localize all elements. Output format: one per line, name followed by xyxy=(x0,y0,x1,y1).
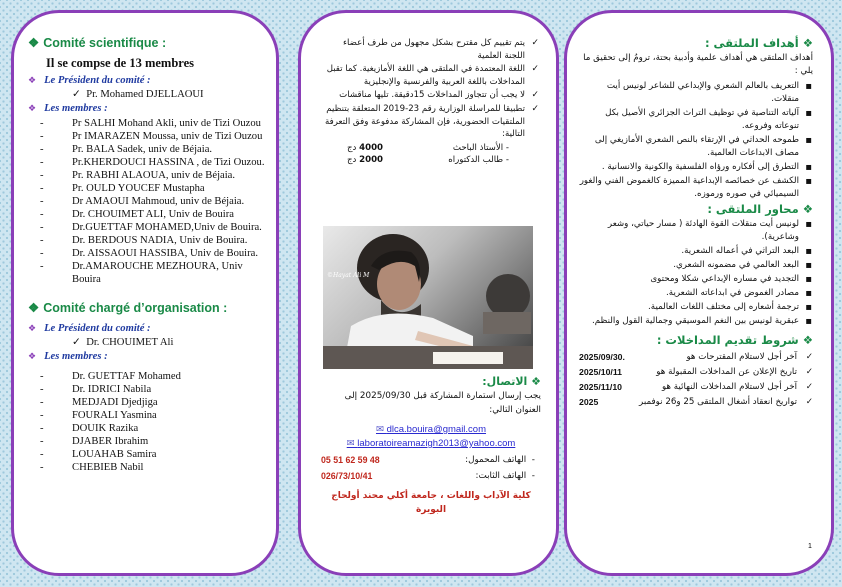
conditions-list xyxy=(579,351,813,409)
mobile-phone-row xyxy=(321,453,541,467)
list-item: ▪ طموحه الحداثي في الإرتقاء بالنص الشعري الأمازيغي إلى مصاف الابداعات العالمية. xyxy=(579,134,813,160)
list-item: ▪ مصادر الغموض في ابداعاته الشعرية. xyxy=(579,287,813,300)
poet-photo xyxy=(323,226,533,369)
fixed-label: - الهاتف الثابت: xyxy=(475,471,535,481)
list-item: ▪ البعد التراثي في أعماله الشعرية. xyxy=(579,245,813,258)
list-item: - Dr.AMAROUCHE MEZHOURA, Univ Bouira xyxy=(28,260,268,286)
clover-bullet-icon: ❖ xyxy=(28,36,40,50)
list-item: ▪ البعد العالمي في مضمونه الشعري. xyxy=(579,259,813,272)
fee-label: - الأستاذ الباحث xyxy=(452,142,509,153)
list-item: ✓ لا يجب أن تتجاوز المداخلات 15دقيقة. تليها مناقشات xyxy=(321,89,539,102)
list-item: - Pr. RABHI ALAOUA, univ de Béjaia. xyxy=(28,169,268,182)
list-item: - Dr. IDRICI Nabila xyxy=(28,383,268,396)
fee-amount: 4000 دج xyxy=(347,142,384,153)
list-item: ▪ التطرق إلى أفكاره ورؤاه الفلسفية والكونية والانسانية . xyxy=(579,161,813,174)
diamond-bullet-icon: ❖ xyxy=(28,75,37,85)
list-item: - LOUAHAB Samira xyxy=(28,448,268,461)
list-item: - Dr. AISSAOUI HASSIBA, Univ de Bouira. xyxy=(28,247,268,260)
committee-size: Il se compse de 13 membres xyxy=(46,56,195,70)
organisation-committee-heading: ❖ Comité chargé d’organisation : xyxy=(28,301,228,315)
fee-amount: 2000 دج xyxy=(347,155,384,166)
list-item: ✓ آخر أجل لاستلام المقترحات هو 2025/09/30. xyxy=(579,351,813,364)
faculty-name: كلية الآداب واللغات ، جامعة أكلي محند أولحاج البويرة xyxy=(331,491,531,515)
objectives-list xyxy=(579,80,813,201)
fixed-phone-row xyxy=(321,469,541,483)
committee-members-list xyxy=(28,117,268,286)
rules-list xyxy=(321,37,539,141)
list-item: ▪ ترجمة أشعاره إلى مختلف اللغات العالمية. xyxy=(579,301,813,314)
list-item: - Dr. BERDOUS NADIA, Univ de Bouira. xyxy=(28,234,268,247)
list-item: - Dr. GUETTAF Mohamed xyxy=(28,370,268,383)
poet-writing-illustration xyxy=(323,226,533,369)
list-item: - FOURALI Yasmina xyxy=(28,409,268,422)
list-item: ▪ التعريف بالعالم الشعري والإبداعي للشاعر لونيس أيت منقلات. xyxy=(579,80,813,106)
list-item: ▪ عبقرية لونيس بين النغم الموسيقي وجمالية القول والنظم. xyxy=(579,315,813,328)
org-president-label: ❖ Le Président du comité : xyxy=(28,323,151,334)
page-number: 1 xyxy=(808,543,812,550)
list-item: - Pr. BALA Sadek, univ de Béjaia. xyxy=(28,143,268,156)
envelope-icon: ✉ xyxy=(375,424,387,435)
clover-bullet-icon: ❖ xyxy=(802,36,813,50)
list-item: ▪ آلياته التناصية في توظيف التراث الجزائري الأصيل بكل تنوعاته وفروعه. xyxy=(579,107,813,133)
list-item: ✓ تاريخ الإعلان عن المداخلات المقبولة هو 2025/10/11 xyxy=(579,366,813,379)
mobile-label: - الهاتف المحمول: xyxy=(465,455,535,465)
clover-bullet-icon: ❖ xyxy=(527,375,541,388)
email-link[interactable]: ✉ dlca.bouira@gmail.com xyxy=(375,424,487,435)
contact-section xyxy=(321,375,541,517)
list-item: - Dr.GUETTAF MOHAMED,Univ de Bouira. xyxy=(28,221,268,234)
conditions-heading: ❖شروط تقديم المداخلات : xyxy=(656,333,813,347)
list-item: ✓ اللغة المعتمدة في الملتقى هي اللغة الأمازيغية. كما تقبل المداخلات باللغة العربية والفرنسية والإنجليزية xyxy=(321,63,539,88)
clover-bullet-icon: ❖ xyxy=(802,333,813,347)
clover-bullet-icon: ❖ xyxy=(802,202,813,216)
list-item: ▪ الكشف عن خصائصه الإبداعية المميزة كالغموض الفني والغور السيميائي في صوره ورموزه. xyxy=(579,175,813,201)
mobile-number: 05 51 62 59 48 xyxy=(321,455,380,465)
axes-list xyxy=(579,218,813,328)
committee-panel xyxy=(11,10,279,576)
email-link[interactable]: ✉ laboratoireamazigh2013@yahoo.com xyxy=(346,438,516,449)
objectives-panel xyxy=(564,10,834,576)
list-item: - Pr SALHI Mohand Akli, univ de Tizi Ouzou xyxy=(28,117,268,130)
president-label: ❖ Le Président du comité : xyxy=(28,75,151,86)
objectives-intro: أهداف الملتقى هي أهداف علمية وأدبية بحتة، ترومُ إلى تحقيق ما يلي : xyxy=(583,53,813,76)
scientific-committee-heading: ❖ Comité scientifique : xyxy=(28,36,167,50)
list-item: ✓ تواريخ انعقاد أشغال الملتقى 25 و26 نوفمبر 2025 xyxy=(579,396,813,409)
diamond-bullet-icon: ❖ xyxy=(28,103,37,113)
list-item: ▪ لونيس أيت منقلات القوة الهادئة ( مسار حياتي، وشعر وشاعرية). xyxy=(579,218,813,244)
diamond-bullet-icon: ❖ xyxy=(28,323,37,333)
list-item: - MEDJADI Djedjiga xyxy=(28,396,268,409)
list-item: - DOUIK Razika xyxy=(28,422,268,435)
contact-text: يجب إرسال استمارة المشاركة قبل 2025/09/30 إلى العنوان التالي: xyxy=(344,391,541,415)
email-line xyxy=(321,437,541,451)
list-item: ✓ آخر أجل لاستلام المداخلات النهائية هو 2025/11/10 xyxy=(579,381,813,394)
list-item: ✓ تطبيقا للمراسلة الوزارية رقم 23-2019 المتعلقة بتنظيم الملتقيات الحضورية، فإن المشاركة مدفوعة وفق التعرفة التالية: xyxy=(321,103,539,141)
president-name: ✓ Pr. Mohamed DJELLAOUI xyxy=(72,89,204,100)
org-president-name: ✓ Dr. CHOUIMET Ali xyxy=(72,337,174,348)
fee-row xyxy=(321,142,539,155)
objectives-heading: ❖أهداف الملتقى : xyxy=(704,36,813,50)
list-item: - Pr. OULD YOUCEF Mustapha xyxy=(28,182,268,195)
list-item: - Pr.KHERDOUCI HASSINA , de Tizi Ouzou. xyxy=(28,156,268,169)
list-item: - CHEBIEB Nabil xyxy=(28,461,268,474)
fixed-number: 026/73/10/41 xyxy=(321,471,373,481)
email-line xyxy=(321,423,541,437)
rules-contact-panel xyxy=(298,10,559,576)
fee-label: - طالب الدكتوراه xyxy=(448,155,509,166)
list-item: ✓ يتم تقييم كل مقترح بشكل مجهول من طرف أعضاء اللجنة العلمية xyxy=(321,37,539,62)
diamond-bullet-icon: ❖ xyxy=(28,351,37,361)
org-members-label: ❖ Les membres : xyxy=(28,351,108,362)
organisation-members-list xyxy=(28,370,268,474)
members-label: ❖ Les membres : xyxy=(28,103,108,114)
list-item: - Dr AMAOUI Mahmoud, univ de Béjaia. xyxy=(28,195,268,208)
list-item: - Dr. CHOUIMET ALI, Univ de Bouira xyxy=(28,208,268,221)
list-item: - Pr IMARAZEN Moussa, univ de Tizi Ouzou xyxy=(28,130,268,143)
clover-bullet-icon: ❖ xyxy=(28,301,40,315)
fee-row xyxy=(321,154,539,167)
list-item: ▪ التجديد في مساره الإبداعي شكلا ومحتوى xyxy=(579,273,813,286)
photo-watermark: ©Hayat Ali M xyxy=(327,272,370,279)
envelope-icon: ✉ xyxy=(346,438,358,449)
contact-heading: ❖ الاتصال: xyxy=(482,375,541,388)
list-item: - DJABER Ibrahim xyxy=(28,435,268,448)
axes-heading: ❖محاور الملتقى : xyxy=(707,202,813,216)
